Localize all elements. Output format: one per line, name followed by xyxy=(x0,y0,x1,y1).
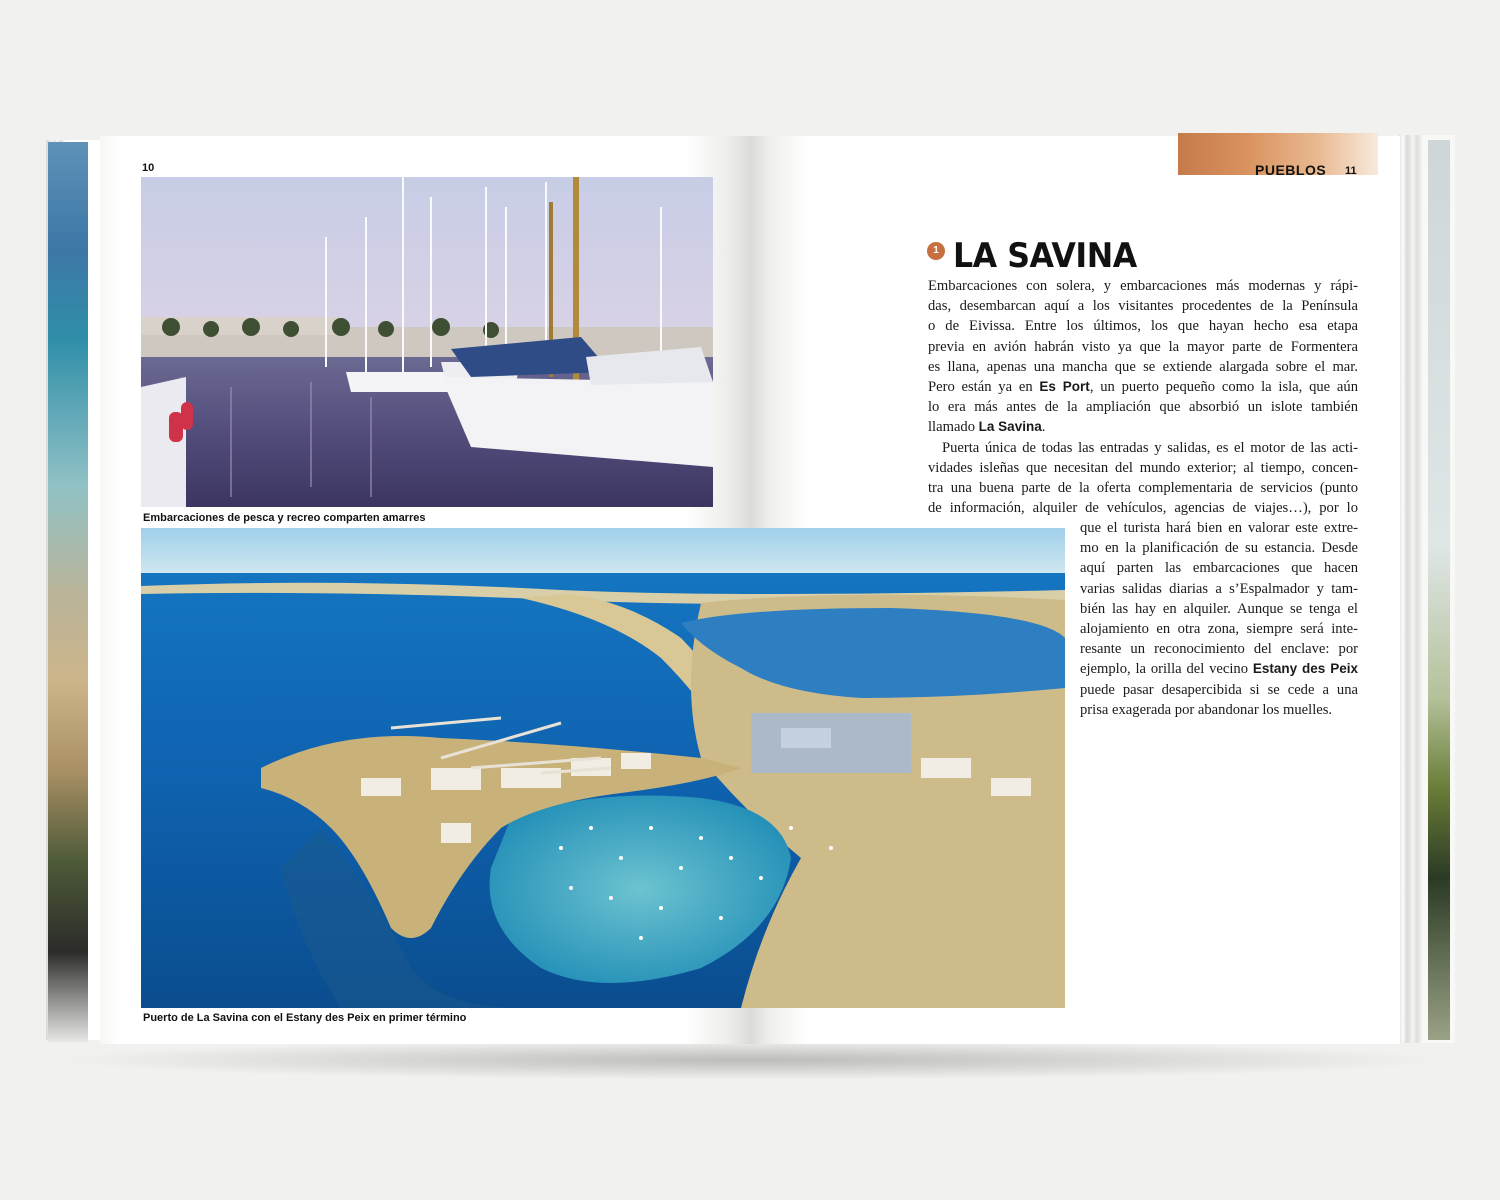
article-body-narrow xyxy=(1080,518,1358,720)
body-line: puede pasar desapercibida si se cede a una xyxy=(1080,681,1358,698)
left-page-number: 10 xyxy=(142,162,155,174)
body-text-span: ejemplo, la orilla del vecino xyxy=(1080,661,1253,678)
article-title: LA SAVINA xyxy=(953,236,1137,276)
body-line: varias salidas diarias a s’Espalmador y tam- xyxy=(1080,580,1358,597)
body-line: aquí parten las embarcaciones que hacen xyxy=(1080,560,1358,577)
body-line: Embarcaciones con solera, y embarcaciones más modernas y rápi- xyxy=(928,278,1358,294)
body-line: das, desembarcan aquí a los visitantes procedentes de la Península xyxy=(928,298,1358,315)
body-text-span: . xyxy=(1041,419,1046,436)
body-line: alojamiento en otra zona, siempre será inte- xyxy=(1080,621,1358,638)
cover-edge-left xyxy=(48,142,88,1042)
body-line: es llana, apenas una mancha que se extiende alargada sobre el mar. xyxy=(928,358,1358,375)
body-line: mo en la planificación de su estancia. Desde xyxy=(1080,540,1358,557)
body-line: prisa exagerada por abandonar los muelles. xyxy=(1080,701,1333,718)
body-text-span: llamado xyxy=(928,419,979,436)
es-port-bold: Es Port xyxy=(1039,379,1090,395)
body-line xyxy=(1080,659,1358,679)
body-line xyxy=(928,417,1358,437)
book-shadow xyxy=(50,1040,1450,1080)
body-line: lo era más antes de la ampliación que absorbió un islote también xyxy=(928,399,1358,416)
body-text-span: , un puerto pequeño como la isla, que aún xyxy=(1089,379,1359,396)
la-savina-bold: La Savina xyxy=(978,419,1042,435)
body-line: o de Eivissa. Entre los últimos, los que hayan hecho esa etapa xyxy=(928,318,1358,335)
body-line: bién las hay en alquiler. Aunque se tenga el xyxy=(1080,600,1358,617)
body-line: Puerta única de todas las entradas y salidas, es el motor de las acti- xyxy=(942,439,1358,456)
estany-des-peix-bold: Estany des Peix xyxy=(1252,661,1358,677)
section-label: PUEBLOS xyxy=(1255,162,1327,178)
body-line: previa en avión habrán visto ya que la mayor parte de Formentera xyxy=(928,338,1358,355)
body-line: vidades isleñas que necesitan del mundo exterior; al tiempo, concen- xyxy=(928,459,1358,476)
marina-photo xyxy=(141,177,713,507)
body-line: que el turista hará bien en valorar este extre- xyxy=(1080,520,1358,536)
right-page-number: 11 xyxy=(1345,165,1357,177)
body-line: resante un reconocimiento del enclave: por xyxy=(1080,641,1358,658)
marina-photo-caption: Embarcaciones de pesca y recreo comparten amarres xyxy=(143,512,426,524)
body-line: de información, alquiler de vehículos, agencias de viajes…), por lo xyxy=(928,500,1358,517)
aerial-photo xyxy=(141,528,1065,1008)
entry-number-badge: 1 xyxy=(927,242,945,260)
article-body-wide xyxy=(928,276,1358,518)
aerial-photo-caption: Puerto de La Savina con el Estany des Peix en primer término xyxy=(143,1012,467,1024)
body-line xyxy=(928,377,1358,397)
body-line: tra una buena parte de la oferta complementaria de servicios (punto xyxy=(928,480,1358,497)
body-text-span: Pero están ya en xyxy=(928,379,1040,396)
cover-edge-right xyxy=(1428,140,1450,1040)
